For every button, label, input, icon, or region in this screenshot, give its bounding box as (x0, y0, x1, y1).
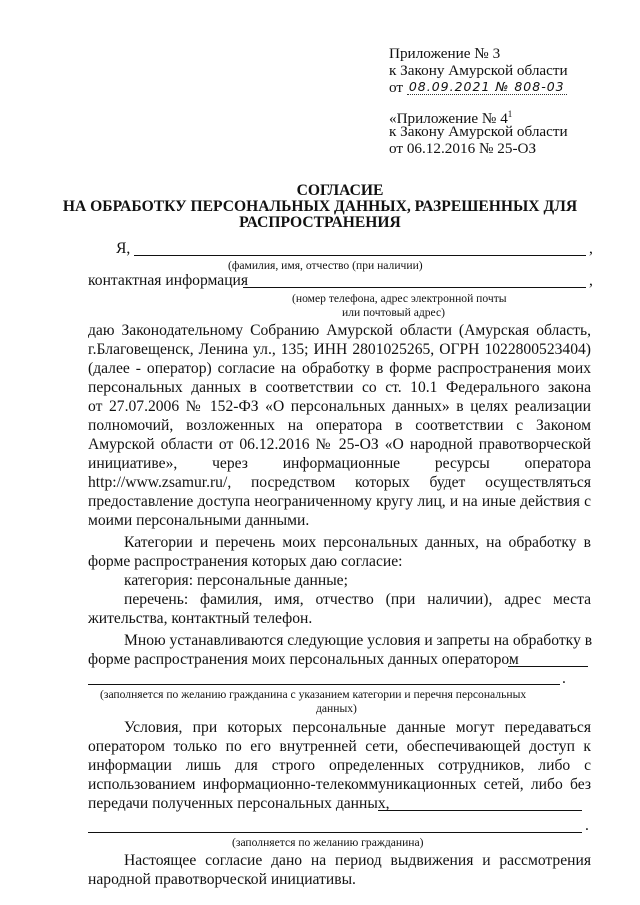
hint-citizen-2: данных) (316, 702, 357, 715)
title-line-1: СОГЛАСИЕ (296, 182, 384, 199)
p2-line-2: форме распространения которых даю согласие: (88, 553, 403, 570)
title-line-3: РАСПРОСТРАНЕНИЯ (239, 214, 401, 231)
appendix-line-3 (389, 79, 567, 96)
p1-line-8: инициативе», через информационные ресурсы оператора (88, 455, 591, 472)
appendix-date-prefix: от (389, 79, 404, 96)
contact-label: контактная информация (88, 272, 249, 289)
list-line-1: перечень: фамилия, имя, отчество (при наличии), адрес места (124, 591, 591, 608)
p5-line-2: народной правотворческой инициативы. (88, 871, 356, 888)
appendix-4-superscript: 1 (507, 109, 513, 119)
p1-line-2: г.Благовещенск, Ленина ул., 135; ИНН 2801025265, ОГРН 1022800523404) (88, 341, 591, 358)
category-line: категория: персональные данные; (124, 572, 348, 589)
conditions-blank-line-1[interactable] (508, 666, 588, 667)
p1-line-1: даю Законодательному Собранию Амурской области (Амурская область, (88, 322, 591, 339)
p1-line-4: персональных данных в соответствии со ст. 10.1 Федерального закона (88, 379, 591, 396)
appendix-line-6: от 06.12.2016 № 25-ОЗ (389, 140, 537, 157)
contact-hint-2: или почтовый адрес) (342, 306, 445, 319)
p4-line-4: использованием информационно-телекоммуникационных сетей, либо без (88, 776, 591, 793)
appendix-4-text: «Приложение № 4 (389, 110, 508, 127)
list-line-2: жительства, контактный телефон. (88, 610, 313, 627)
appendix-line-1: Приложение № 3 (389, 45, 501, 62)
conditions-blank-line-2[interactable] (88, 684, 560, 685)
fio-blank-line[interactable] (134, 255, 586, 256)
p4-line-5: передачи полученных персональных данных, (88, 795, 390, 812)
handwritten-date-number: 08.09.2021 № 808-03 (408, 79, 565, 94)
p1-line-7: Амурской области от 06.12.2016 № 25-ОЗ «О народной правотворческой (88, 436, 591, 453)
appendix-line-2: к Закону Амурской области (389, 62, 568, 79)
contact-blank-line[interactable] (243, 287, 586, 288)
transfer-blank-line-1[interactable] (378, 810, 582, 811)
p1-line-11: моими персональными данными. (88, 512, 310, 529)
p1-line-3: (далее - оператор) согласие на обработку в форме распространения моих (88, 360, 591, 377)
p3-period: . (562, 670, 566, 687)
transfer-blank-line-2[interactable] (88, 832, 582, 833)
p4-period: . (585, 817, 589, 834)
p1-line-6: полномочий, возложенных на оператора в соответствии с Законом (88, 417, 591, 434)
contact-hint-1: (номер телефона, адрес электронной почты (292, 292, 507, 305)
ya-label: Я, (116, 240, 131, 257)
appendix-line-5: к Закону Амурской области (389, 123, 568, 140)
p4-line-2: оператором только по его внутренней сети, обеспечивающей доступ к (88, 738, 591, 755)
hint-citizen-1: (заполняется по желанию гражданина с указанием категории и перечня персональных (100, 688, 527, 701)
p2-line-1: Категории и перечень моих персональных данных, на обработку в (124, 534, 591, 551)
ya-comma: , (589, 240, 593, 257)
p3-line-1: Мною устанавливаются следующие условия и запреты на обработку в (124, 632, 593, 649)
fio-hint: (фамилия, имя, отчество (при наличии) (228, 259, 423, 272)
title-line-2: НА ОБРАБОТКУ ПЕРСОНАЛЬНЫХ ДАННЫХ, РАЗРЕШЕННЫХ ДЛЯ (62, 198, 578, 215)
hint-citizen-3: (заполняется по желанию гражданина) (232, 836, 424, 849)
contact-comma: , (589, 272, 593, 289)
p4-line-1: Условия, при которых персональные данные могут передаваться (124, 719, 591, 736)
p5-line-1: Настоящее согласие дано на период выдвижения и рассмотрения (124, 852, 591, 869)
p1-line-5: от 27.07.2006 № 152-ФЗ «О персональных данных» в целях реализации (88, 398, 591, 415)
p1-line-9: http://www.zsamur.ru/, посредством которых будет осуществляться (88, 474, 591, 491)
p3-line-2: форме распространения моих персональных данных оператором (88, 651, 519, 668)
p1-line-10: предоставление доступа неограниченному кругу лиц, и на иные действия с (88, 493, 591, 510)
p4-line-3: информации лишь для строго определенных сотрудников, либо с (88, 757, 591, 774)
